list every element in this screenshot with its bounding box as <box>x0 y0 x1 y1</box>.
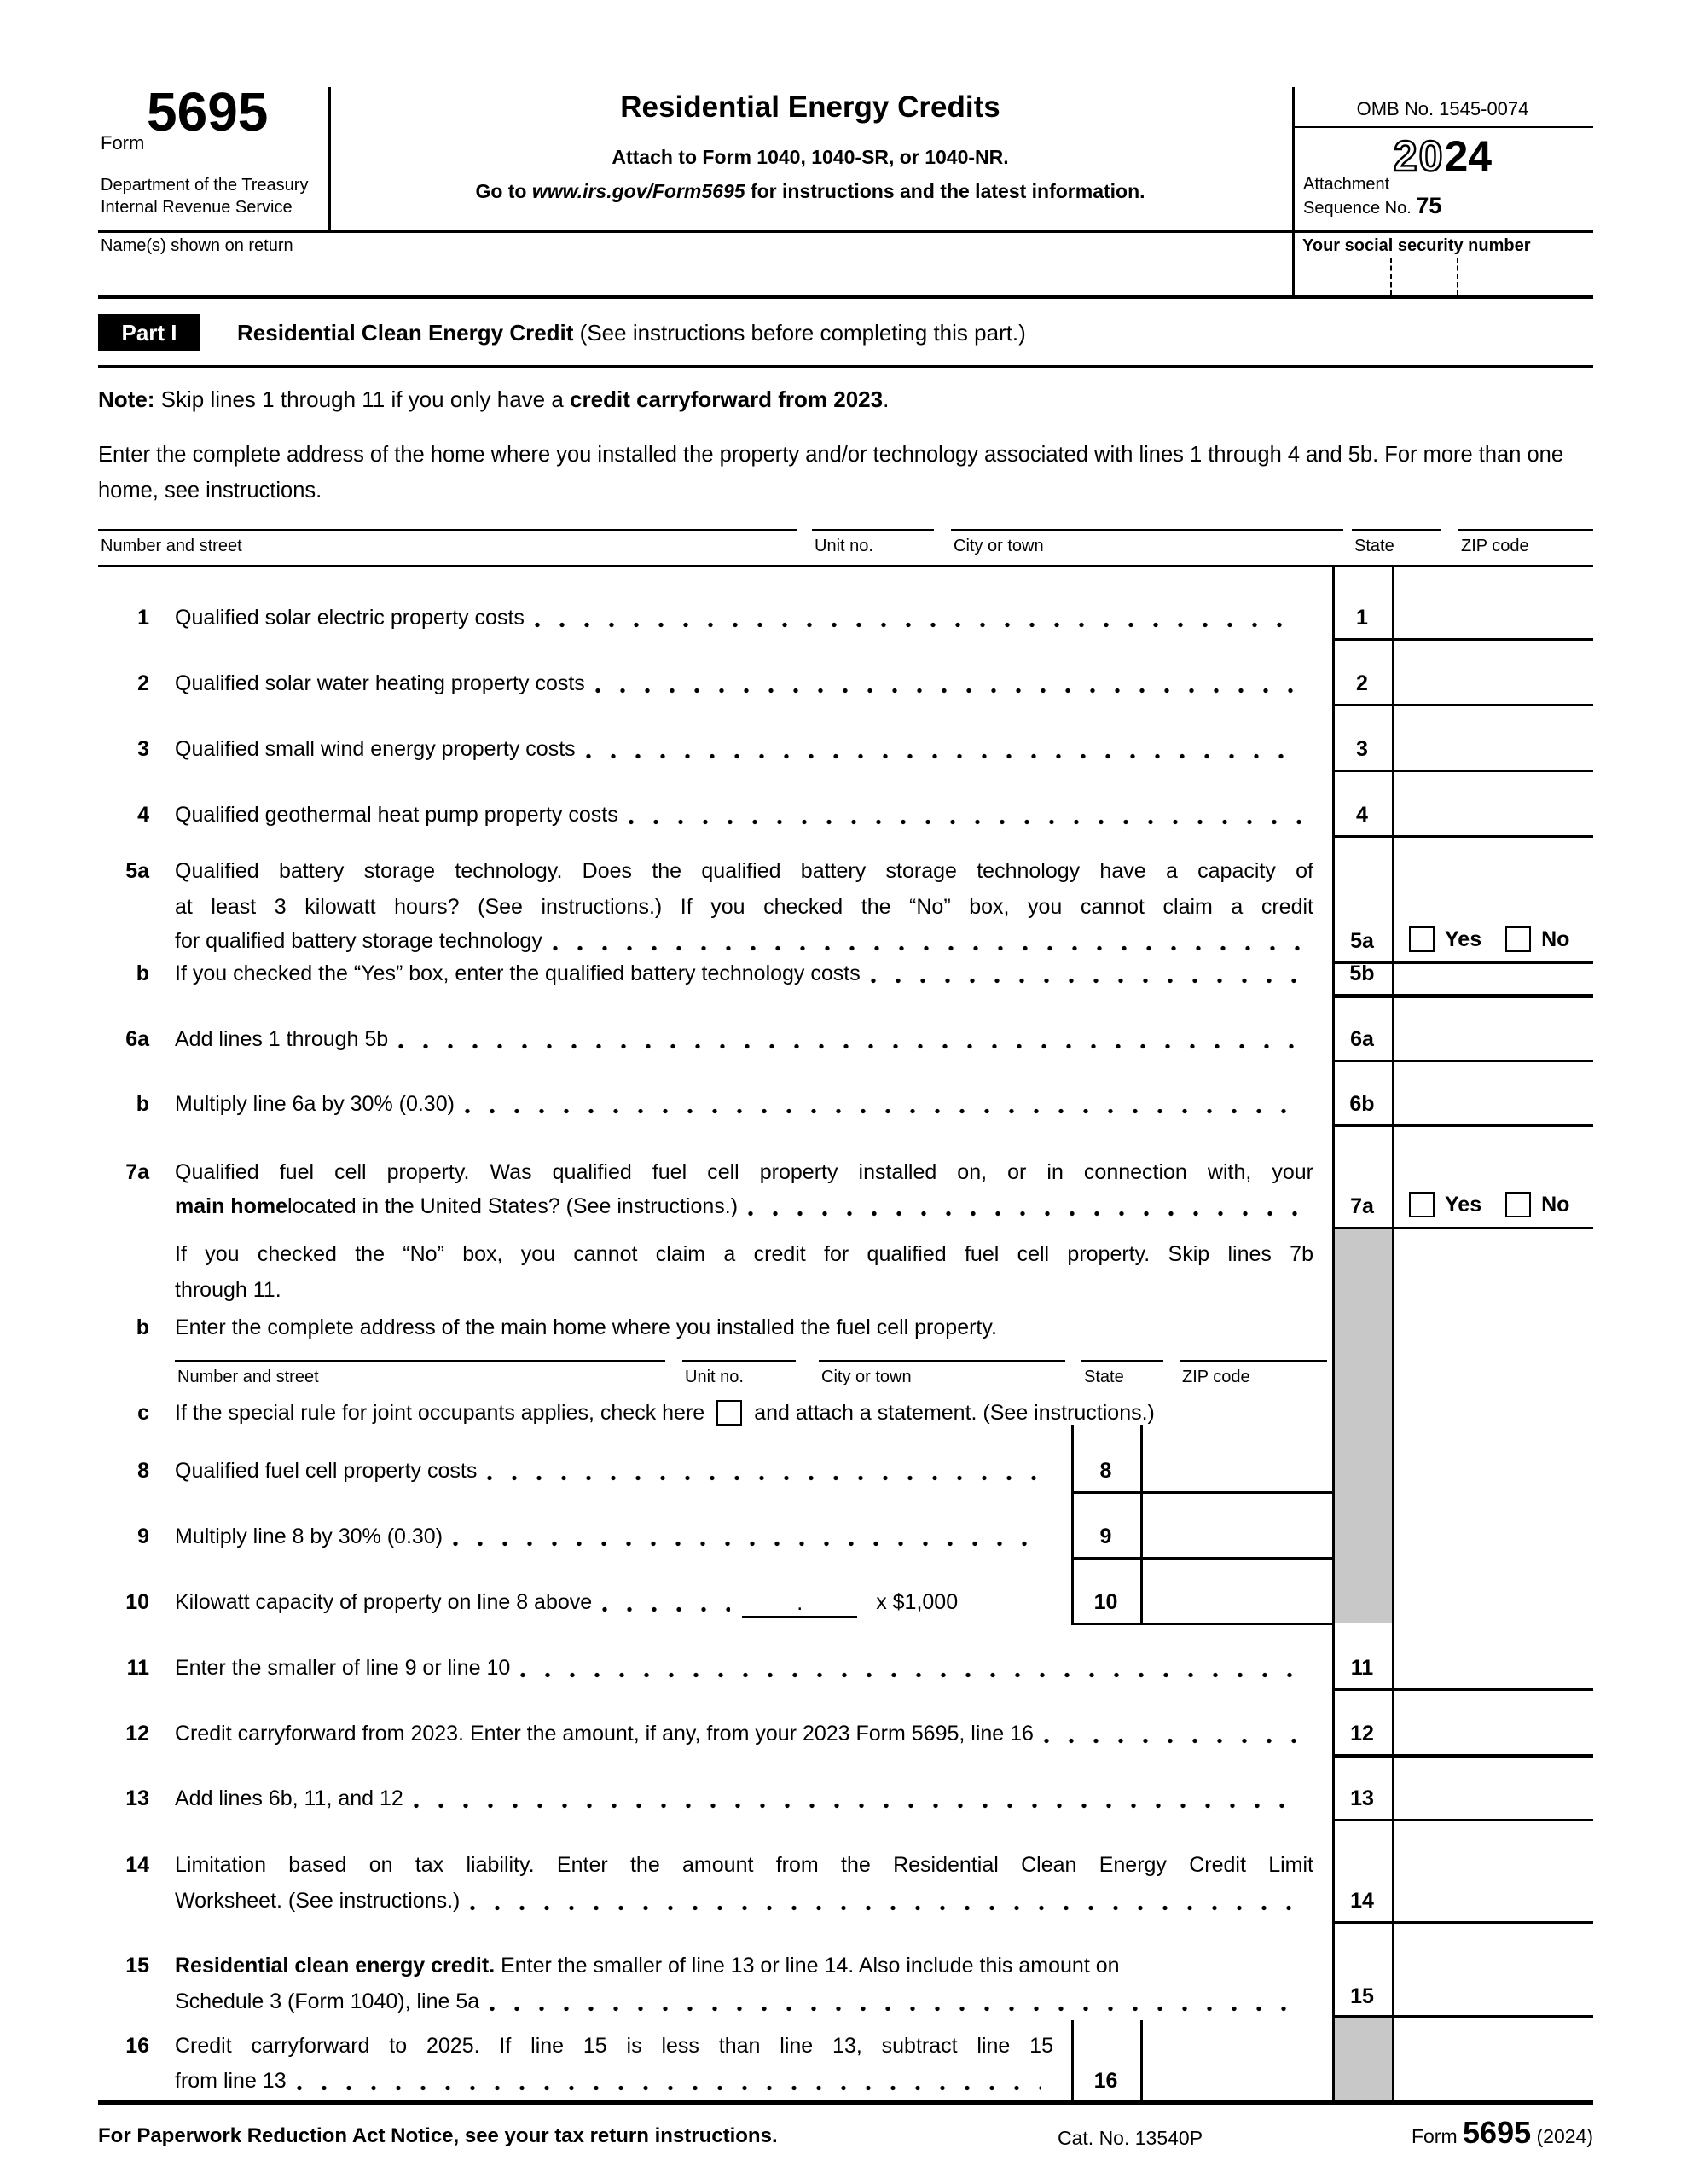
line-7c-label-pre: If the special rule for joint occupants applies, check here <box>175 1401 705 1425</box>
ssn-input[interactable] <box>1296 256 1591 293</box>
line-7a-number: 7a <box>125 1160 149 1184</box>
line-1-box-number: 1 <box>1356 606 1368 630</box>
part1-title: Residential Clean Energy Credit (See instructions before completing this part.) <box>237 320 1026 346</box>
line-10-number: 10 <box>125 1590 149 1614</box>
line-13-label: Add lines 6b, 11, and 12 <box>175 1786 403 1810</box>
dot-leaders <box>490 2006 1301 2012</box>
addr7b-state-label: State <box>1084 1368 1124 1386</box>
line-5a-yes-checkbox[interactable] <box>1409 926 1435 952</box>
name-input[interactable] <box>101 256 1286 293</box>
line-14-text-1: Limitation based on tax liability. Enter the amount from the Residential Clean Energy Credit Limit <box>175 1853 1313 1877</box>
addr7b-number-street-input[interactable] <box>175 1360 665 1362</box>
ssn-separator-1 <box>1390 258 1392 295</box>
line-7a-box-number: 7a <box>1350 1194 1374 1218</box>
line-13-amount-field[interactable] <box>1394 1759 1593 1817</box>
line-15-text-2: Schedule 3 (Form 1040), line 5a <box>175 1986 1313 2017</box>
line-6b-number: b <box>136 1092 149 1116</box>
note-line: Note: Skip lines 1 through 11 if you only have a credit carryforward from 2023. <box>98 386 890 412</box>
line-9-amount-field[interactable] <box>1142 1495 1330 1554</box>
line-7c-row <box>175 1397 1155 1428</box>
line-7a-bottom-rule <box>1332 1227 1593 1229</box>
ssn-separator-2 <box>1457 258 1458 295</box>
line-5b-label: If you checked the “Yes” box, enter the qualified battery technology costs <box>175 961 861 985</box>
line-13-number: 13 <box>125 1786 149 1810</box>
line-4-box-number: 4 <box>1356 803 1368 827</box>
line-10-row <box>175 1587 1053 1618</box>
line-7a-text-1: Qualified fuel cell property. Was qualified fuel cell property installed on, or in connection with, your <box>175 1160 1313 1184</box>
line-13-bottom-rule <box>1332 1819 1593 1821</box>
addr-number-street-input[interactable] <box>98 529 797 531</box>
dot-leaders <box>297 2085 1041 2091</box>
omb-number: OMB No. 1545-0074 <box>1356 98 1529 119</box>
form-number: 5695 <box>147 81 269 142</box>
line-13-box-number: 13 <box>1350 1786 1374 1810</box>
line-16-box-number: 16 <box>1093 2069 1118 2093</box>
line-6b-amount-field[interactable] <box>1394 1063 1593 1121</box>
dot-leaders <box>398 1043 1301 1049</box>
line-3-row <box>175 734 1313 764</box>
dot-leaders <box>553 945 1301 951</box>
line-5a-no-checkbox[interactable] <box>1505 926 1531 952</box>
paperwork-notice: For Paperwork Reduction Act Notice, see your tax return instructions. <box>98 2124 778 2147</box>
line-1-amount-field[interactable] <box>1394 578 1593 636</box>
line-11-box-number: 11 <box>1350 1656 1374 1680</box>
line-7a-text-2: main home located in the United States? (See instructions.) <box>175 1191 1313 1222</box>
header-bottom-rule <box>98 230 1593 233</box>
addr-unit-label: Unit no. <box>815 537 873 555</box>
line-8-amount-field[interactable] <box>1142 1433 1330 1490</box>
dot-leaders <box>520 1672 1301 1678</box>
line-4-amount-field[interactable] <box>1394 773 1593 833</box>
line-5a-text-2: at least 3 kilowatt hours? (See instructions.) If you checked the “No” box, you cannot claim a credit <box>175 895 1313 919</box>
tax-year: 2024 <box>1393 132 1493 180</box>
line-5a-yes-no <box>1409 926 1569 952</box>
addr-header-bottom-rule <box>98 565 1593 567</box>
line-11-number: 11 <box>126 1656 149 1680</box>
omb-underline <box>1292 126 1593 128</box>
line-12-bottom-rule <box>1332 1754 1593 1758</box>
attachment-label: Attachment <box>1303 175 1390 194</box>
addr7b-city-input[interactable] <box>819 1360 1065 1362</box>
line-3-label: Qualified small wind energy property costs <box>175 737 576 761</box>
line-6a-box-number: 6a <box>1350 1027 1374 1051</box>
line-7a-no-checkbox[interactable] <box>1505 1192 1531 1217</box>
addr7b-state-input[interactable] <box>1081 1360 1163 1362</box>
addr7b-unit-input[interactable] <box>682 1360 796 1362</box>
line-5b-bottom-rule <box>1332 994 1593 998</box>
addr-city-input[interactable] <box>951 529 1343 531</box>
line-6b-box-number: 6b <box>1349 1092 1375 1116</box>
line-7c-number: c <box>137 1401 149 1425</box>
line-10-bottom-rule <box>1071 1623 1332 1625</box>
line-1-row <box>175 602 1313 633</box>
dot-leaders <box>453 1541 1041 1547</box>
header-divider-left <box>328 87 331 230</box>
line-9-row <box>175 1521 1053 1552</box>
shaded-area-line-16 <box>1332 2015 1394 2100</box>
name-label: Name(s) shown on return <box>101 236 293 255</box>
addr-state-input[interactable] <box>1352 529 1441 531</box>
line-5b-box-number: 5b <box>1349 961 1375 985</box>
line-14-box-number: 14 <box>1350 1889 1374 1913</box>
line-6a-amount-field[interactable] <box>1394 1000 1593 1058</box>
dot-leaders <box>487 1475 1041 1481</box>
line-6a-bottom-rule <box>1332 1060 1593 1062</box>
line-7a-yes-label: Yes <box>1445 1192 1482 1217</box>
goto-instruction: Go to www.irs.gov/Form5695 for instructions and the latest information. <box>475 180 1145 202</box>
irs-url: www.irs.gov/Form5695 <box>531 180 745 202</box>
line-5a-box-number: 5a <box>1350 929 1374 953</box>
line-1-label: Qualified solar electric property costs <box>175 606 525 630</box>
addr7b-zip-input[interactable] <box>1180 1360 1327 1362</box>
addr7b-city-label: City or town <box>821 1368 912 1386</box>
line-1-bottom-rule <box>1332 638 1593 641</box>
line-14-text-2: Worksheet. (See instructions.) <box>175 1885 1313 1916</box>
dept-line: Department of the Treasury <box>101 176 309 195</box>
line-5a-text-1: Qualified battery storage technology. Does the qualified battery storage technology have a capacity of <box>175 859 1313 883</box>
addr-state-label: State <box>1354 537 1394 555</box>
dot-leaders <box>470 1905 1301 1911</box>
line-9-label: Multiply line 8 by 30% (0.30) <box>175 1525 443 1548</box>
line-2-number: 2 <box>137 671 149 695</box>
intro-paragraph: Enter the complete address of the home where you installed the property and/or technology associated with lines 1 through 4 and 5b. For more than one home, see instructions. <box>98 443 1564 502</box>
line-12-box-number: 12 <box>1350 1722 1374 1745</box>
dot-leaders <box>748 1211 1301 1217</box>
line-3-number: 3 <box>137 737 149 761</box>
part1-underline <box>98 365 1593 368</box>
line-7c-checkbox[interactable] <box>716 1400 742 1426</box>
dot-leaders <box>1044 1738 1301 1744</box>
line-5a-text-3: for qualified battery storage technology <box>175 926 1313 956</box>
line-4-row <box>175 799 1313 830</box>
line-5b-row <box>175 958 1313 989</box>
line-2-box-number: 2 <box>1356 671 1368 695</box>
line-4-number: 4 <box>137 803 149 827</box>
footer-form-id: Form 5695 (2024) <box>1411 2115 1593 2150</box>
line-12-row <box>175 1718 1313 1749</box>
line-5b-number: b <box>136 961 149 985</box>
sequence-label: Sequence No. 75 <box>1303 193 1442 218</box>
line-4-label: Qualified geothermal heat pump property costs <box>175 803 618 827</box>
line-11-amount-field[interactable] <box>1394 1628 1593 1686</box>
addr-number-street-label: Number and street <box>101 537 242 555</box>
addr-zip-label: ZIP code <box>1461 537 1529 555</box>
dot-leaders <box>465 1108 1301 1114</box>
addr7b-zip-label: ZIP code <box>1182 1368 1250 1386</box>
line-7a-yes-no <box>1409 1192 1569 1217</box>
dot-leaders <box>595 688 1301 694</box>
line-12-label: Credit carryforward from 2023. Enter the amount, if any, from your 2023 Form 5695, line 16 <box>175 1722 1034 1745</box>
line-9-box-number: 9 <box>1099 1525 1112 1548</box>
agency-line: Internal Revenue Service <box>101 198 293 217</box>
attach-instruction: Attach to Form 1040, 1040-SR, or 1040-NR. <box>612 146 1009 168</box>
line-15-amount-field[interactable] <box>1394 1925 1593 2013</box>
line-3-box-number: 3 <box>1356 737 1368 761</box>
line-4-bottom-rule <box>1332 835 1593 838</box>
line-15-bottom-rule <box>1332 2015 1593 2018</box>
line-7b-label: Enter the complete address of the main home where you installed the fuel cell property. <box>175 1316 997 1339</box>
page-title: Residential Energy Credits <box>620 90 1000 124</box>
line-15-number: 15 <box>125 1954 149 1978</box>
line-16-amount-field[interactable] <box>1142 2024 1330 2097</box>
part1-tab: Part I <box>98 314 200 351</box>
line-1-number: 1 <box>137 606 149 630</box>
line-5b-amount-field[interactable] <box>1394 964 1593 991</box>
dot-leaders <box>602 1606 730 1612</box>
line-8-row <box>175 1455 1053 1486</box>
line-5a-number: 5a <box>125 859 149 883</box>
line-11-bottom-rule <box>1332 1688 1593 1691</box>
line-7a-cont-2: through 11. <box>175 1278 281 1302</box>
line-11-label: Enter the smaller of line 9 or line 10 <box>175 1656 511 1680</box>
line-5a-yes-label: Yes <box>1445 926 1482 951</box>
line-8-bottom-rule <box>1071 1491 1332 1494</box>
line-14-amount-field[interactable] <box>1394 1822 1593 1920</box>
numcol-left-rule <box>1332 565 1335 2100</box>
line-7c-label-post: and attach a statement. (See instructions.) <box>754 1401 1155 1425</box>
addr-zip-input[interactable] <box>1458 529 1593 531</box>
line-10-label: Kilowatt capacity of property on line 8 above <box>175 1590 593 1614</box>
header-divider-right <box>1292 87 1295 297</box>
addr7b-unit-label: Unit no. <box>685 1368 744 1386</box>
line-15-box-number: 15 <box>1350 1984 1374 2008</box>
line-6a-label: Add lines 1 through 5b <box>175 1027 389 1051</box>
dot-leaders <box>629 819 1301 825</box>
line-5a-no-label: No <box>1541 926 1570 951</box>
line-12-amount-field[interactable] <box>1394 1692 1593 1751</box>
line-7a-cont-1: If you checked the “No” box, you cannot claim a credit for qualified fuel cell property. Skip lines 7b <box>175 1242 1313 1266</box>
ssn-label: Your social security number <box>1302 236 1531 255</box>
line-9-number: 9 <box>137 1525 149 1548</box>
addr7b-number-street-label: Number and street <box>177 1368 319 1386</box>
line-7b-number: b <box>136 1316 149 1339</box>
line-6a-row <box>175 1024 1313 1054</box>
dot-leaders <box>586 753 1301 759</box>
line-16-text-2: from line 13 <box>175 2065 1053 2096</box>
line-14-number: 14 <box>125 1853 149 1877</box>
form-bottom-rule <box>98 2100 1593 2105</box>
line-3-amount-field[interactable] <box>1394 707 1593 767</box>
line-8-number: 8 <box>137 1459 149 1483</box>
addr-unit-input[interactable] <box>812 529 934 531</box>
dot-leaders <box>871 978 1301 984</box>
line-8-box-number: 8 <box>1099 1459 1112 1483</box>
dot-leaders <box>414 1803 1301 1809</box>
line-9-bottom-rule <box>1071 1557 1332 1560</box>
line-16-text-1: Credit carryforward to 2025. If line 15 is less than line 13, subtract line 15 <box>175 2034 1053 2058</box>
line-16-number: 16 <box>125 2034 149 2058</box>
line-6b-label: Multiply line 6a by 30% (0.30) <box>175 1092 455 1116</box>
name-row-bottom-rule <box>98 295 1593 299</box>
dot-leaders <box>535 622 1301 628</box>
line-6b-bottom-rule <box>1332 1124 1593 1127</box>
line-7a-yes-checkbox[interactable] <box>1409 1192 1435 1217</box>
line-10-kilowatt-input[interactable]: . <box>742 1590 857 1618</box>
line-7a-no-label: No <box>1541 1192 1570 1217</box>
line-2-row <box>175 668 1313 699</box>
line-2-bottom-rule <box>1332 704 1593 706</box>
line-12-number: 12 <box>125 1722 149 1745</box>
line-8-label: Qualified fuel cell property costs <box>175 1459 478 1483</box>
line-10-box-number: 10 <box>1093 1590 1118 1614</box>
catalog-number: Cat. No. 13540P <box>1058 2127 1203 2149</box>
addr-city-label: City or town <box>954 537 1044 555</box>
shaded-area-lines-8-10 <box>1332 1227 1394 1623</box>
line-2-label: Qualified solar water heating property costs <box>175 671 585 695</box>
line-10-amount-field[interactable] <box>1142 1560 1330 1620</box>
line-2-amount-field[interactable] <box>1394 642 1593 701</box>
line-14-bottom-rule <box>1332 1921 1593 1924</box>
line-11-row <box>175 1653 1313 1683</box>
line-3-bottom-rule <box>1332 770 1593 772</box>
form-word: Form <box>101 132 145 154</box>
line-13-row <box>175 1783 1313 1814</box>
line-6b-row <box>175 1089 1313 1119</box>
line-6a-number: 6a <box>125 1027 149 1051</box>
line-15-text-1: Residential clean energy credit. Enter the smaller of line 13 or line 14. Also include this amount on <box>175 1954 1120 1978</box>
line-10-multiplier: x $1,000 <box>876 1590 959 1614</box>
